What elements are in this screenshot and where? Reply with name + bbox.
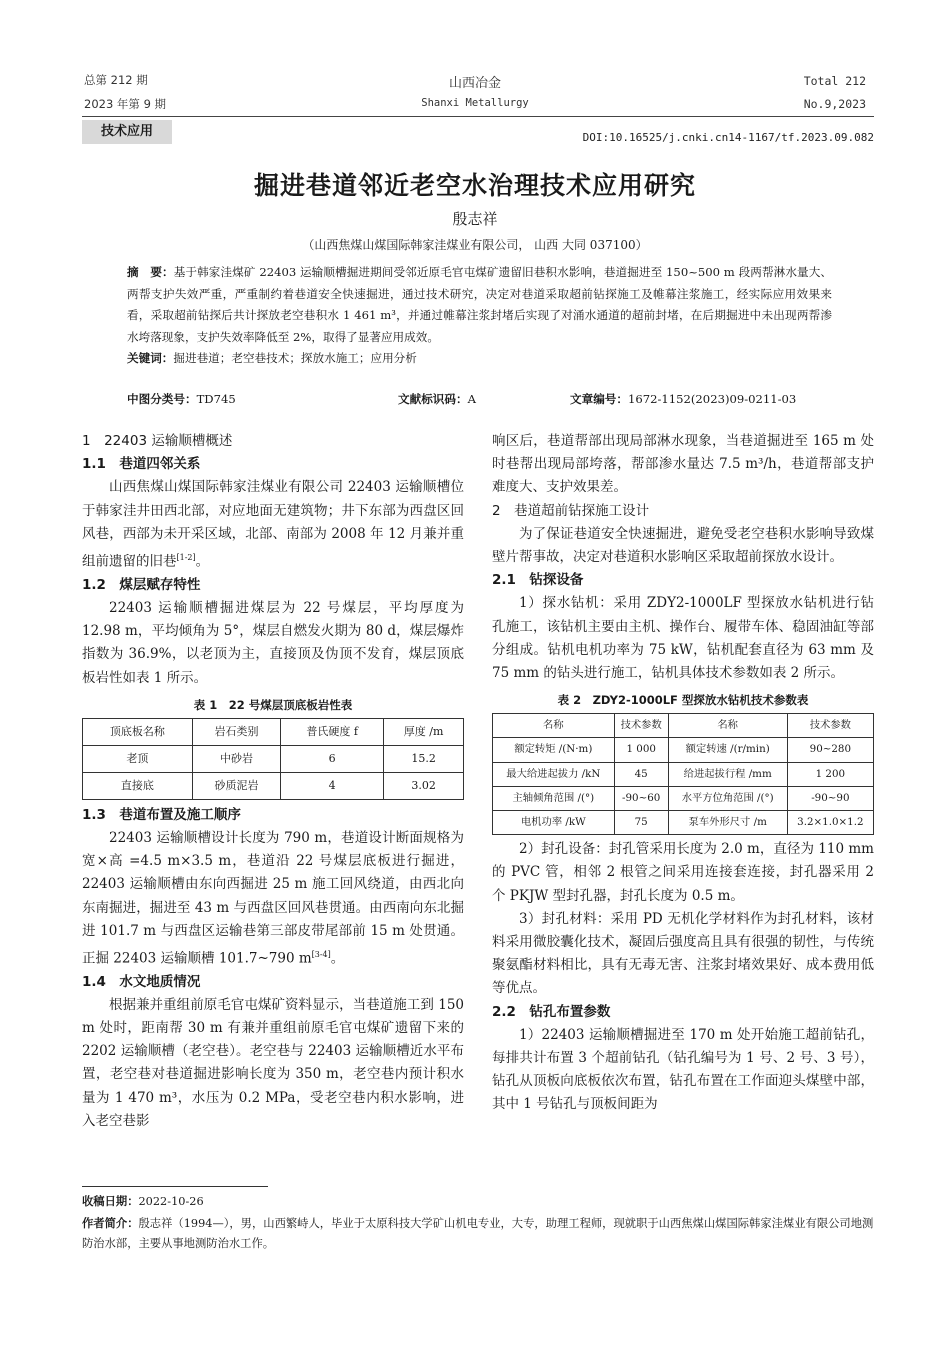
keywords-text: 掘进巷道；老空巷技术；探放水施工；应用分析 xyxy=(173,351,417,365)
section-1-3-heading: 1.3 巷道布置及施工顺序 xyxy=(82,806,241,823)
received-value: 2022-10-26 xyxy=(138,1195,204,1208)
table-cell: 给进起拔行程 /mm xyxy=(668,762,787,786)
right-column xyxy=(492,430,874,1117)
paragraph-4: 根据兼并重组前原毛官屯煤矿资料显示，当巷道施工到 150 m 处时，距南帮 30 m 有兼并重组前原毛官屯煤矿遗留下来的 2202 运输顺槽（老空巷）。老空巷与 22403 运输顺槽近水平布置，老空巷对巷道掘进影响长度为 350 m，老空巷内预计积水量为 1 470 m³，水压为 0.2 MPa，受老空巷内积水影响，进入老空巷影 xyxy=(82,996,464,1129)
table-row xyxy=(493,714,874,738)
table-2-caption: 表 2 ZDY2-1000LF 型探放水钻机技术参数表 xyxy=(557,693,809,708)
table-row xyxy=(83,718,464,745)
bio-label: 作者简介： xyxy=(82,1217,139,1230)
table-row xyxy=(83,772,464,799)
paragraph-1-end: 。 xyxy=(195,553,210,570)
table-cell: 直接底 xyxy=(83,772,193,799)
citation-2: [3-4] xyxy=(311,949,331,959)
keywords xyxy=(127,348,832,370)
article-no-text: 1672-1152(2023)09-0211-03 xyxy=(627,392,797,406)
header-total-cn: 总第 212 期 xyxy=(84,73,148,87)
keywords-label: 关键词： xyxy=(127,351,174,365)
clc xyxy=(127,391,236,407)
table-1-caption: 表 1 22 号煤层顶底板岩性表 xyxy=(193,697,353,712)
header-journal-en: Shanxi Metallurgy xyxy=(421,97,529,109)
table-cell: 额定转速 /(r/min) xyxy=(668,738,787,762)
table-cell: 1 000 xyxy=(614,738,668,762)
table-header-cell: 顶底板名称 xyxy=(83,718,193,745)
paragraph-5: 响区后，巷道帮部出现局部淋水现象，当巷道掘进至 165 m 处时巷帮出现局部垮落，帮部渗水量达 7.5 m³/h，巷道帮部支护难度大、支护效果差。 xyxy=(492,433,874,496)
table-header-cell: 厚度 /m xyxy=(384,718,464,745)
table-cell: 15.2 xyxy=(384,745,464,772)
doc-code-label: 文献标识码： xyxy=(398,392,468,406)
table-cell: 3.02 xyxy=(384,772,464,799)
doc-code xyxy=(398,391,476,407)
header-issue-en: No.9,2023 xyxy=(803,97,866,111)
doc-code-text: A xyxy=(467,392,476,406)
table-cell: 1 200 xyxy=(787,762,873,786)
paragraph-8: 2）封孔设备：封孔管采用长度为 2.0 m，直径为 110 mm 的 PVC 管，相邻 2 根管之间采用连接套连接，封孔器采用 2 个 PKJW 型封孔器，封孔长度为 0.5 m。 xyxy=(492,841,874,904)
table-header-cell: 技术参数 xyxy=(614,714,668,738)
citation-1: [1-2] xyxy=(176,553,196,563)
table-header-cell: 技术参数 xyxy=(787,714,873,738)
table-row xyxy=(493,811,874,835)
table-cell: 水平方位角范围 /(°) xyxy=(668,786,787,810)
table-header-cell: 普氏硬度 f xyxy=(281,718,384,745)
table-cell: 中砂岩 xyxy=(192,745,280,772)
paper-title: 掘进巷道邻近老空水治理技术应用研究 xyxy=(253,171,696,200)
table-cell: 砂质泥岩 xyxy=(192,772,280,799)
author: 殷志祥 xyxy=(452,210,498,228)
table-cell: 额定转矩 /(N·m) xyxy=(493,738,615,762)
table-row xyxy=(493,762,874,786)
paragraph-3-end: 。 xyxy=(330,950,345,967)
table-cell: 75 xyxy=(614,811,668,835)
paragraph-7: 1）探水钻机：采用 ZDY2-1000LF 型探放水钻机进行钻孔施工，该钻机主要由主机、操作台、履带车体、稳固油缸等部分组成。钻机电机功率为 75 kW，钻机配套直径为 63 mm 及 75 mm 的钻头进行施工，钻机具体技术参数如表 2 所示。 xyxy=(492,595,874,682)
clc-label: 中图分类号： xyxy=(127,392,197,406)
table-header-cell: 名称 xyxy=(668,714,787,738)
article-no xyxy=(570,391,796,407)
table-cell: 45 xyxy=(614,762,668,786)
section-2-2-heading: 2.2 钻孔布置参数 xyxy=(492,1003,611,1020)
table-cell: -90~90 xyxy=(787,786,873,810)
section-1-2-heading: 1.2 煤层赋存特性 xyxy=(82,576,201,593)
bio-text: 殷志祥（1994—），男，山西繁峙人，毕业于太原科技大学矿山机电专业，大专，助理工程师，现就职于山西焦煤山煤国际韩家洼煤业有限公司地测防治水部，主要从事地测防治水工作。 xyxy=(82,1217,874,1250)
table-2 xyxy=(492,713,874,835)
paragraph-2: 22403 运输顺槽掘进煤层为 22 号煤层，平均厚度为 12.98 m，平均倾角为 5°，煤层自燃发火期为 80 d，煤层爆炸指数为 36.9%，以老顶为主，直接顶及伪顶不发育，煤层顶底板岩性如表 1 所示。 xyxy=(82,599,464,686)
table-cell: 老顶 xyxy=(83,745,193,772)
section-2-1-heading: 2.1 钻探设备 xyxy=(492,572,584,589)
affiliation: （山西焦煤山煤国际韩家洼煤业有限公司， 山西 大同 037100） xyxy=(302,238,648,252)
abstract-text: 基于韩家洼煤矿 22403 运输顺槽掘进期间受邻近原毛官屯煤矿遗留旧巷积水影响，巷道掘进至 150~500 m 段两帮淋水量大、两帮支护失效严重，严重制约着巷道安全快速掘进，通过技术研究，决定对巷道采取超前钻探施工及帷幕注浆施工，经实际应用效果来看，采取超前钻探后共计探放老空巷积水 1 461 m³，并通过帷幕注浆封堵后实现了对涌水通道的超前封堵，在后期掘进中未出现两帮渗水垮落现象，支护失效率降低至 2%，取得了显著应用成效。 xyxy=(127,265,832,344)
table-row xyxy=(83,745,464,772)
table-cell: 最大给进起拔力 /kN xyxy=(493,762,615,786)
table-cell: 90~280 xyxy=(787,738,873,762)
section-1-1-heading: 1.1 巷道四邻关系 xyxy=(82,456,201,473)
table-cell: 主轴倾角范围 /(°) xyxy=(493,786,615,810)
doi: DOI:10.16525/j.cnki.cn14-1167/tf.2023.09.082 xyxy=(582,131,874,144)
table-1 xyxy=(82,718,464,800)
received-date xyxy=(82,1192,874,1212)
table-cell: 泵车外形尺寸 /m xyxy=(668,811,787,835)
header-rule xyxy=(82,116,874,117)
header-issue-cn: 2023 年第 9 期 xyxy=(84,97,167,111)
left-column xyxy=(82,430,464,1133)
table-row xyxy=(493,738,874,762)
section-tag: 技术应用 xyxy=(82,120,172,144)
paragraph-3 xyxy=(82,827,464,971)
table-header-cell: 名称 xyxy=(493,714,615,738)
paragraph-6: 为了保证巷道安全快速掘进，避免受老空巷积水影响导致煤壁片帮事故，决定对巷道积水影响区采取超前探放水设计。 xyxy=(492,525,874,566)
table-cell: 6 xyxy=(281,745,384,772)
table-cell: 3.2×1.0×1.2 xyxy=(787,811,873,835)
table-row xyxy=(493,786,874,810)
table-cell: 电机功率 /kW xyxy=(493,811,615,835)
paragraph-1 xyxy=(82,476,464,573)
header-total-en: Total 212 xyxy=(803,74,866,88)
table-header-cell: 岩石类别 xyxy=(192,718,280,745)
abstract xyxy=(127,262,832,370)
paragraph-3-text: 22403 运输顺槽设计长度为 790 m，巷道设计断面规格为宽×高 =4.5 m×3.5 m，巷道沿 22 号煤层底板进行掘进，22403 运输顺槽由东向西掘进 25 m 施工回风绕道，由西北向东南掘进，掘进至 43 m 与西盘区回风巷贯通。由西南向东北掘进 101.7 m 与西盘区运输巷第三部皮带尾部前 15 m 处贯通。正掘 22403 运输顺槽 101.7~790 m xyxy=(82,829,464,967)
received-label: 收稿日期： xyxy=(82,1195,139,1208)
author-bio xyxy=(82,1214,874,1254)
section-1-heading: 1 22403 运输顺槽概述 xyxy=(82,433,233,449)
header-journal-cn: 山西冶金 xyxy=(448,76,501,91)
table-cell: -90~60 xyxy=(614,786,668,810)
section-1-4-heading: 1.4 水文地质情况 xyxy=(82,973,201,990)
paragraph-9: 3）封孔材料：采用 PD 无机化学材料作为封孔材料，该材料采用微胶囊化技术，凝固后强度高且具有很强的韧性，与传统聚氨酯材料相比，具有无毒无害、注浆封堵效果好、成本费用低等优点。 xyxy=(492,910,874,997)
article-no-label: 文章编号： xyxy=(570,392,628,406)
table-cell: 4 xyxy=(281,772,384,799)
paragraph-10: 1）22403 运输顺槽掘进至 170 m 处开始施工超前钻孔，每排共计布置 3 个超前钻孔（钻孔编号为 1 号、2 号、3 号），钻孔从顶板向底板依次布置，钻孔布置在工作面迎头煤壁中部，其中 1 号钻孔与顶板间距为 xyxy=(492,1026,874,1113)
footnote-rule xyxy=(82,1186,268,1187)
section-2-heading: 2 巷道超前钻探施工设计 xyxy=(492,502,650,519)
abstract-label: 摘 要： xyxy=(127,265,174,279)
paragraph-1-text: 山西焦煤山煤国际韩家洼煤业有限公司 22403 运输顺槽位于韩家洼井田西北部，对应地面无建筑物；井下东部为西盘区回风巷，西部为未开采区域，北部、南部为 2008 年 12 月兼并重组前遗留的旧巷 xyxy=(82,479,464,570)
clc-text: TD745 xyxy=(196,392,236,406)
